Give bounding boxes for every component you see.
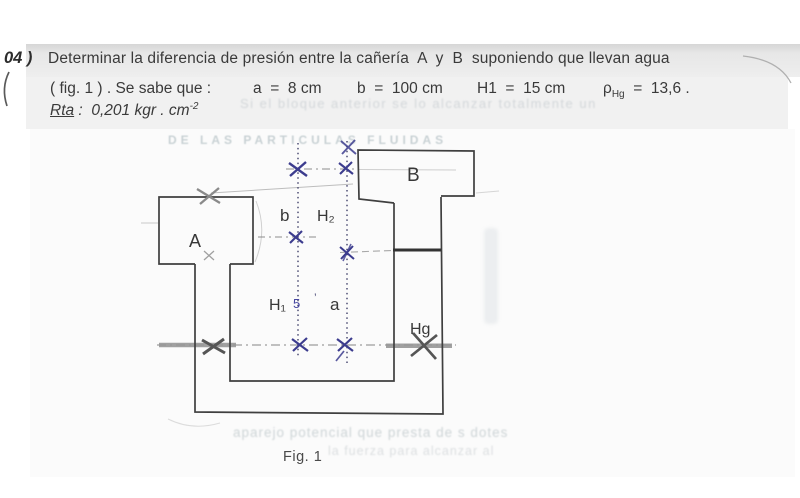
answer-exponent: -2 xyxy=(189,101,199,112)
given-b: b = 100 cm xyxy=(357,80,443,97)
rho-subscript: Hg xyxy=(611,89,625,101)
pencil-arc-right-of-a xyxy=(255,201,262,262)
rho-symbol: ρ xyxy=(603,80,612,97)
reference-lines xyxy=(157,169,456,345)
label-dim-b: b xyxy=(280,206,290,225)
x-mark-pencil-small xyxy=(204,251,214,260)
answer-value: 0,201 kgr . cm xyxy=(91,102,190,120)
utube-inner-wall xyxy=(230,203,394,381)
margin-curl-mark xyxy=(4,72,9,106)
bleedthrough-bottom-line2: la fuerza para alcanzar al xyxy=(328,444,495,458)
vessel-a-outline xyxy=(159,197,253,264)
conditions-prefix: ( fig. 1 ) . Se sabe que : xyxy=(50,80,212,97)
handwritten-blue-x-marks xyxy=(289,140,356,361)
label-dim-h1: H₁ xyxy=(269,297,286,314)
label-mercury: Hg xyxy=(410,321,431,338)
x-mark-blue-top-right xyxy=(339,162,353,174)
pencil-line-top xyxy=(211,184,353,193)
x-mark-blue-a-level xyxy=(289,231,303,243)
label-dim-h2: H₂ xyxy=(317,208,335,225)
mercury-level-pencil-segments xyxy=(159,345,452,346)
answer-label: Rta xyxy=(50,102,75,120)
x-mark-pencil-vessel-a-top xyxy=(197,188,220,204)
answer-separator: : xyxy=(74,102,92,120)
label-dim-a: a xyxy=(330,295,340,314)
pencil-line-right-of-b xyxy=(476,191,499,193)
blue-slash-below-datum xyxy=(336,351,344,361)
x-mark-blue-b-corner xyxy=(341,140,356,154)
label-pipe-b: B xyxy=(407,165,420,186)
given-h1: H1 = 15 cm xyxy=(477,80,566,97)
figure-caption: Fig. 1 xyxy=(283,449,323,465)
handwritten-tick: ’ xyxy=(314,291,317,305)
given-a: a = 8 cm xyxy=(253,80,322,97)
rho-value: = 13,6 . xyxy=(624,80,690,97)
handwritten-five: 5 xyxy=(293,296,301,311)
pen-swoosh-after-agua xyxy=(743,56,791,83)
bleedthrough-bottom-line1: aparejo potencial que presta de s dotes xyxy=(233,425,509,440)
bleedthrough-figure-header: DE LAS PARTICULAS FLUIDAS xyxy=(168,133,448,147)
problem-statement: Determinar la diferencia de presión entre la cañería A y B suponiendo que llevan agua xyxy=(48,50,670,67)
vessel-outlines xyxy=(159,150,474,414)
label-pipe-a: A xyxy=(189,231,202,251)
bleedthrough-under-statement: Si el bloque anterior se lo alcanzar totalmente un xyxy=(240,96,597,111)
pencil-arc-bottom xyxy=(168,419,220,426)
problem-number: 04 ) xyxy=(4,49,33,67)
